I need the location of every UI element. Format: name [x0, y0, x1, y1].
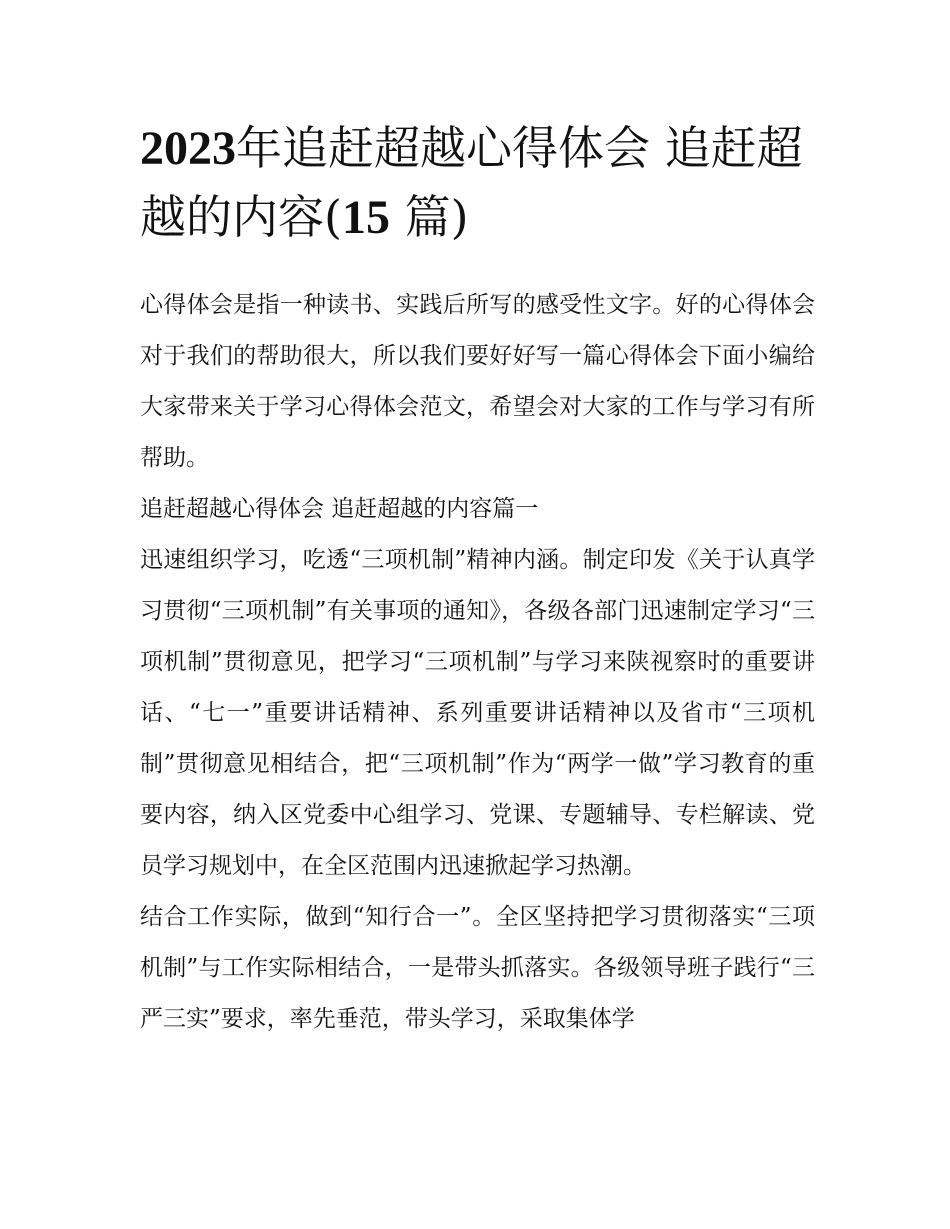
- title-text-part1: 年追赶超越心得体会 追赶超越的内容(: [140, 121, 803, 244]
- title-year: 2023: [140, 122, 236, 175]
- paragraph-practice: 结合工作实际，做到“知行合一”。全区坚持把学习贯彻落实“三项机制”与工作实际相结合，一是带头抓落实。各级领导班子践行“三严三实”要求，率先垂范，带头学习，采取集体学: [140, 904, 815, 1032]
- document-title: [140, 114, 820, 252]
- paragraph-study: 迅速组织学习，吃透“三项机制”精神内涵。制定印发《关于认真学习贯彻“三项机制”有关事项的通知》，各级各部门迅速制定学习“三项机制”贯彻意见，把学习“三项机制”与学习来陕视察时的重要讲话、“七一”重要讲话精神、系列重要讲话精神以及省市“三项机制”贯彻意见相结合，把“三项机制”作为“两学一做”学习教育的重要内容，纳入区党委中心组学习、党课、专题辅导、专栏解读、党员学习规划中，在全区范围内迅速掀起学习热潮。: [140, 547, 815, 879]
- title-text-part2: 篇): [389, 190, 469, 244]
- title-count: 15: [341, 191, 390, 244]
- section-heading: 追赶超越心得体会 追赶超越的内容篇一: [140, 496, 539, 522]
- paragraph-intro: 心得体会是指一种读书、实践后所写的感受性文字。好的心得体会对于我们的帮助很大，所以我们要好好写一篇心得体会下面小编给大家带来关于学习心得体会范文，希望会对大家的工作与学习有所帮助。: [140, 292, 815, 471]
- document-body: [140, 280, 815, 1045]
